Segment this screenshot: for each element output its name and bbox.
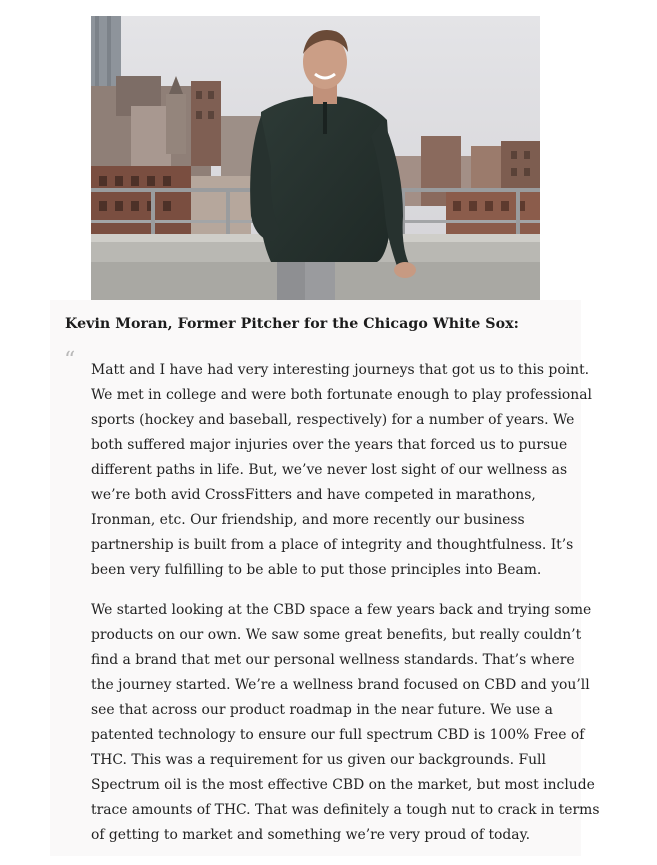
hero-photo: [91, 16, 540, 300]
paragraph-line: been very fulfilling to be able to put those principles into Beam.: [91, 562, 542, 578]
paragraph-line: products on our own. We saw some great benefits, but really couldn’t: [91, 627, 582, 643]
paragraph-line: patented technology to ensure our full spectrum CBD is 100% Free of: [91, 727, 585, 743]
paragraph-line: We met in college and were both fortunate enough to play professional: [91, 387, 592, 403]
paragraph-line: partnership is built from a place of integrity and thoughtfulness. It’s: [91, 537, 574, 553]
paragraph-line: Spectrum oil is the most effective CBD on the market, but most include: [91, 777, 595, 793]
paragraph-line: see that across our product roadmap in the near future. We use a: [91, 702, 553, 718]
testimonial-paragraph-1: [91, 358, 592, 583]
paragraph-line: Matt and I have had very interesting journeys that got us to this point.: [91, 362, 590, 378]
paragraph-line: THC. This was a requirement for us given our backgrounds. Full: [91, 752, 546, 768]
testimonial-author-heading: Kevin Moran, Former Pitcher for the Chicago White Sox:: [65, 316, 519, 332]
quote-mark-icon: “: [64, 348, 76, 373]
paragraph-line: different paths in life. But, we’ve never lost sight of our wellness as: [91, 462, 568, 478]
testimonial-card: [50, 300, 600, 856]
testimonial-paragraph-2: [91, 598, 600, 848]
paragraph-line: both suffered major injuries over the years that forced us to pursue: [91, 437, 568, 453]
paragraph-line: We started looking at the CBD space a few years back and trying some: [91, 602, 592, 618]
paragraph-line: find a brand that met our personal wellness standards. That’s where: [91, 652, 575, 668]
paragraph-line: the journey started. We’re a wellness brand focused on CBD and you’ll: [91, 677, 590, 693]
paragraph-line: Ironman, etc. Our friendship, and more recently our business: [91, 512, 525, 528]
paragraph-line: sports (hockey and baseball, respectively) for a number of years. We: [91, 412, 575, 428]
paragraph-line: we’re both avid CrossFitters and have competed in marathons,: [91, 487, 536, 503]
rooftop-portrait-illustration: [91, 16, 540, 300]
paragraph-line: of getting to market and something we’re very proud of today.: [91, 827, 530, 843]
paragraph-line: trace amounts of THC. That was definitely a tough nut to crack in terms: [91, 802, 600, 818]
